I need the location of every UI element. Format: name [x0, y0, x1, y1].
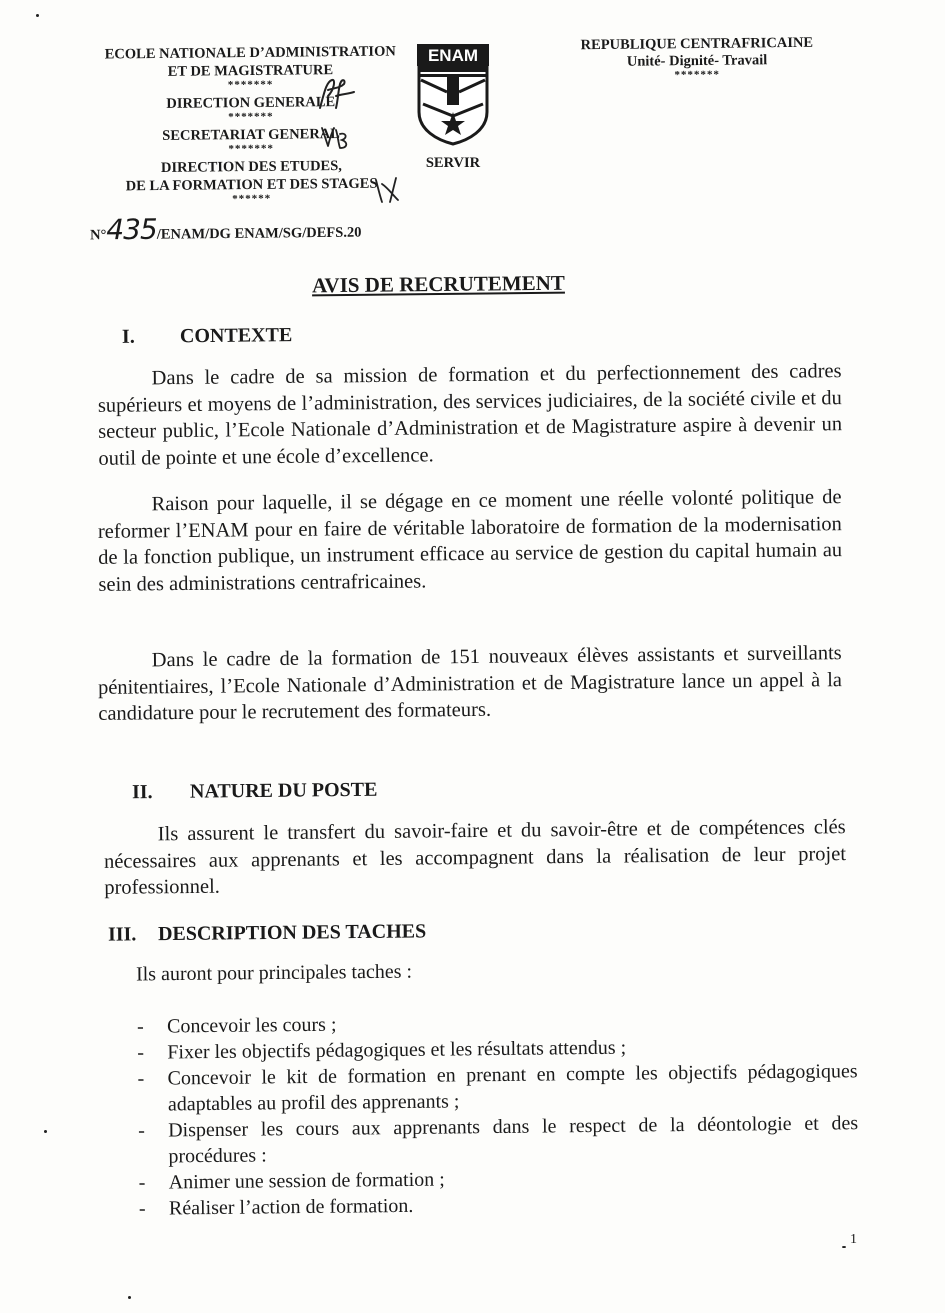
emblem-banner-text: ENAM [427, 46, 479, 65]
issuer-name-line2: ET DE MAGISTRATURE [167, 62, 334, 80]
task-text: Concevoir les cours ; [166, 1013, 337, 1038]
list-item [138, 1110, 859, 1170]
section-number: I. [121, 325, 135, 348]
signature-initials-3 [372, 176, 404, 204]
secretariat-general: SECRETARIAT GENERAL [162, 126, 341, 144]
scan-speck [44, 1130, 47, 1133]
national-motto: Unité- Dignité- Travail [626, 52, 768, 70]
bullet-dash: - [137, 1067, 145, 1090]
task-text: Concevoir le kit de formation en prenant en compte les objectifs pédagogiques adaptables au profil des apprenants ; [167, 1060, 858, 1116]
page-number: 1 [850, 1232, 857, 1247]
tasks-intro: Ils auront pour principales taches : [135, 960, 413, 986]
scan-speck [36, 14, 39, 17]
paragraph-text: Ils assurent le transfert du savoir-faire et du savoir-être et de compétences clés nécessaires aux apprenants et les accompagnent dans la réalisation de leur projet professionnel. [103, 816, 847, 899]
reference-handwritten-number: 435 [106, 212, 157, 247]
signature-initials-1 [316, 74, 360, 114]
direction-etudes-line1: DIRECTION DES ETUDES, [160, 158, 342, 176]
task-text: Fixer les objectifs pédagogiques et les résultats attendus ; [167, 1036, 627, 1064]
task-list [137, 1006, 859, 1222]
list-item [137, 1058, 858, 1118]
issuer-name-line1: ECOLE NATIONALE D’ADMINISTRATION [104, 43, 396, 63]
reference-prefix: N° [89, 227, 107, 244]
paragraph [97, 484, 842, 598]
enam-emblem [410, 42, 496, 172]
enam-shield-logo [411, 42, 495, 146]
separator-stars: ******* [228, 110, 274, 124]
section-heading-nature-du-poste [132, 779, 378, 805]
section-heading-contexte [122, 324, 292, 349]
section-number: III. [107, 923, 137, 946]
signature-initials-2 [318, 124, 352, 152]
section-number: II. [131, 781, 153, 804]
reference-number [90, 211, 362, 247]
emblem-motto: SERVIR [425, 155, 481, 171]
paragraph-text: Dans le cadre de sa mission de formation et du perfectionnement des cadres supérieurs et moyens de l’administration, des services judiciaires, de la société civile et du secteur public, l’Ecole Nationale d’Administration et de Magistrature aspire à devenir un outil de pointe et une école d’excellence. [97, 360, 843, 470]
scan-speck [128, 1296, 131, 1299]
direction-etudes-line2: DE LA FORMATION ET DES STAGES [125, 175, 378, 195]
bullet-dash: - [138, 1119, 145, 1142]
bullet-dash: - [138, 1171, 146, 1194]
separator-stars: ****** [232, 192, 272, 206]
task-text: Animer une session de formation ; [168, 1168, 445, 1194]
paragraph [98, 640, 843, 727]
section-heading-description-des-taches [108, 920, 426, 946]
country-name: REPUBLIQUE CENTRAFRICAINE [580, 34, 814, 54]
paragraph-text: Raison pour laquelle, il se dégage en ce moment une réelle volonté politique de reformer l’ENAM pour en faire de véritable laboratoire de formation de la modernisation de la fonction publique, un instrument efficace au service de gestion du capital humain au sein des administrations centrafricaines. [97, 486, 843, 596]
issuer-header [85, 42, 417, 209]
paragraph [97, 358, 842, 472]
bullet-dash: - [136, 1015, 144, 1038]
bullet-dash: - [138, 1197, 146, 1220]
task-text: Réaliser l’action de formation. [168, 1194, 414, 1220]
scan-speck [842, 1246, 846, 1248]
document-title: AVIS DE RECRUTEMENT [311, 270, 565, 298]
section-title: DESCRIPTION DES TACHES [157, 920, 427, 946]
task-text: Dispenser les cours aux apprenants dans le respect de la déontologie et des procédures : [168, 1112, 859, 1168]
bullet-dash: - [137, 1041, 145, 1064]
direction-generale: DIRECTION GENERALE [166, 94, 336, 112]
section-title: CONTEXTE [179, 324, 293, 348]
paragraph-text: Dans le cadre de la formation de 151 nouveaux élèves assistants et surveillants pénitentiaires, l’Ecole Nationale d’Administration et de Magistrature lance un appel à la candidature pour le recrutement des formateurs. [97, 642, 843, 725]
separator-stars: ******* [227, 78, 274, 92]
reference-suffix: /ENAM/DG ENAM/SG/DEFS.20 [156, 224, 362, 243]
paragraph [104, 814, 847, 901]
country-header [566, 35, 828, 82]
separator-stars: ******* [674, 68, 720, 82]
section-title: NATURE DU POSTE [189, 778, 378, 803]
separator-stars: ******* [228, 142, 275, 156]
